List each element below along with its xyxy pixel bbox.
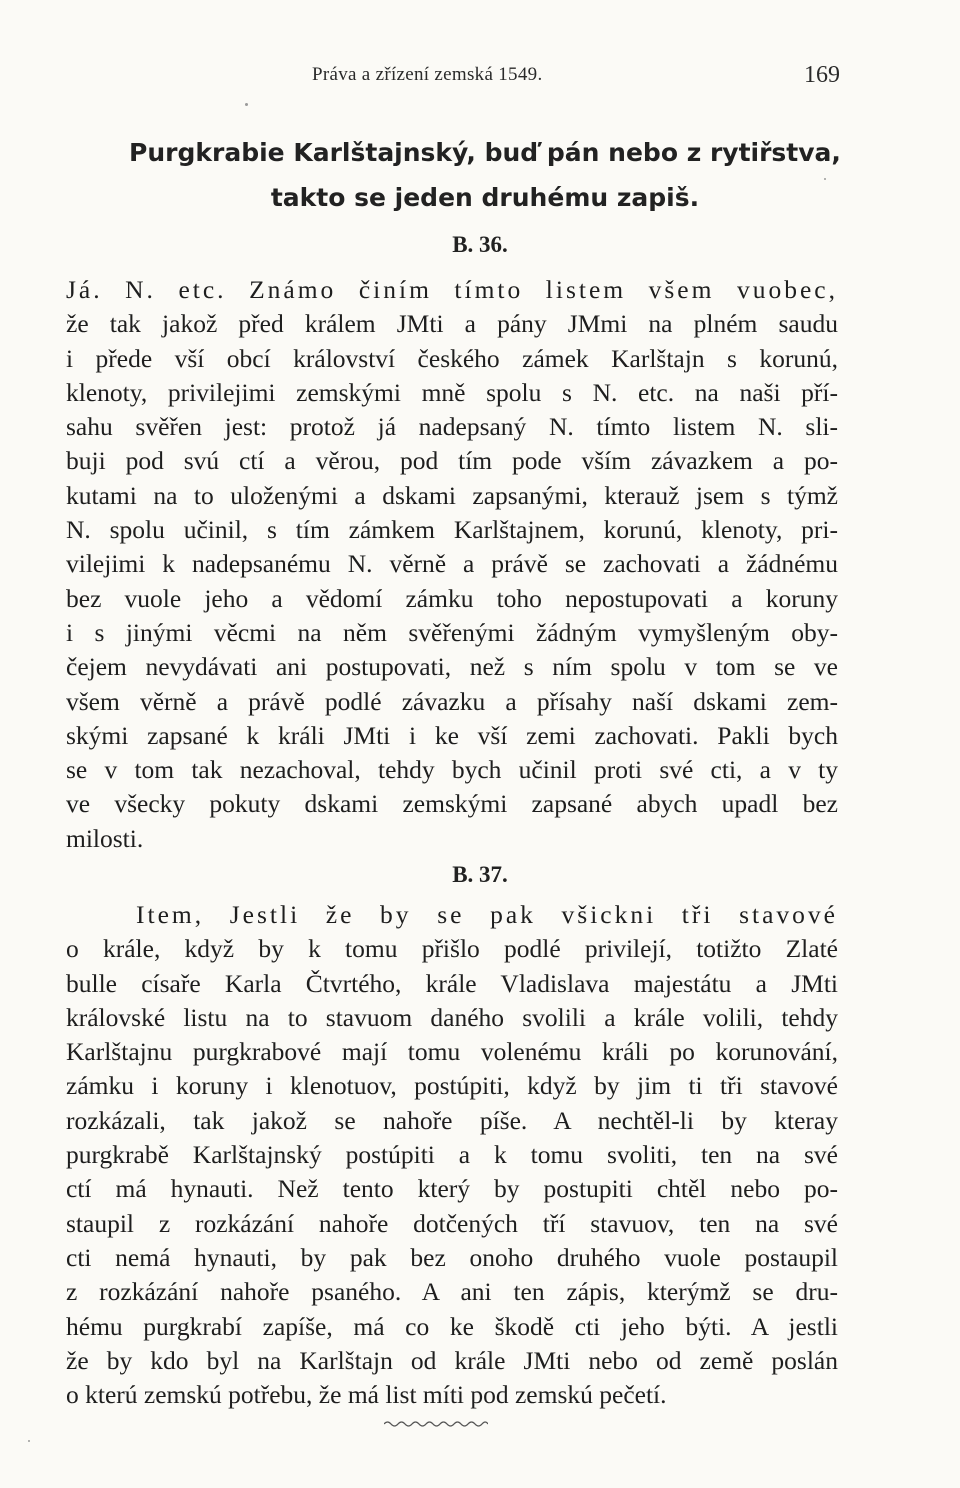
page-number: 169 (804, 62, 840, 88)
text-line: Karlštajnu purgkrabové mají tomu volenému králi po korunování, (66, 1037, 838, 1067)
text-line: klenoty, privilejimi zemskými mně spolu s N. etc. na naši pří- (66, 377, 838, 407)
text-line: rozkázali, tak jakož se nahoře píše. A nechtěl-li by kteray (66, 1105, 838, 1135)
text-line: kutami na to uloženými a dskami zapsanými, kterauž jsem s týmž (66, 480, 838, 510)
text-line: o krále, když by k tomu přišlo podlé privilejí, totižto Zlaté (66, 934, 838, 964)
text-line: Item, Jestli že by se pak všickni tři stavové (136, 900, 838, 929)
text-line: i přede vší obcí království českého zámek Karlštajn s korunú, (66, 343, 838, 373)
print-speck (28, 1440, 30, 1442)
text-line: bez vuole jeho a vědomí zámku toho nepostupovati a koruny (66, 583, 838, 613)
text-line: ve všecky pokuty dskami zemskými zapsané abych upadl bez (66, 789, 838, 819)
text-line: N. spolu učinil, s tím zámkem Karlštajnem, korunú, klenoty, pri- (66, 515, 838, 545)
section-heading-line-2: takto se jeden druhému zapiš. (270, 183, 700, 212)
text-line: cti nemá hynauti, by pak bez onoho druhého vuole postaupil (66, 1242, 838, 1272)
text-line: skými zapsané k králi JMti i ke vší zemi zachovati. Pakli bych (66, 720, 838, 750)
text-line: bulle císaře Karla Čtvrtého, krále Vladislava majestátu a JMti (66, 968, 838, 998)
text-line: o kterú zemskú potřebu, že má list míti pod zemskú pečetí. (66, 1380, 667, 1410)
text-line: buji pod svú ctí a věrou, pod tím pode vším závazkem a po- (66, 446, 838, 476)
running-head: Práva a zřízení zemská 1549. (312, 64, 543, 85)
section-heading-line-1: Purgkrabie Karlštajnský, buď pán nebo z rytiřstva, (129, 138, 841, 167)
text-line: čejem nevydávati ani postupovati, než s ním spolu v tom se ve (66, 652, 838, 682)
text-line: vilejimi k nadepsanému N. věrně a právě se zachovati a žádnému (66, 549, 838, 579)
text-line: že tak jakož před králem JMti a pány JMmi na plném saudu (66, 309, 838, 339)
text-line: hému purgkrabí zapíše, má co ke škodě cti jeho býti. A jestli (66, 1311, 838, 1341)
text-line: milosti. (66, 823, 144, 853)
text-line: všem věrně a právě podlé závazku a přísahy naší dskami zem- (66, 686, 838, 716)
print-speck (245, 103, 248, 106)
text-line: zámku i koruny i klenotuov, postúpiti, když by jim ti tři stavové (66, 1071, 838, 1101)
text-line: královské listu na to stavuom daného svolili a krále volili, tehdy (66, 1002, 838, 1032)
text-line: že by kdo byl na Karlštajn od krále JMti nebo od země poslán (66, 1345, 838, 1375)
text-line: z rozkázání nahoře psaného. A ani ten zápis, kterýmž se dru- (66, 1277, 838, 1307)
paragraph-b36 (66, 273, 838, 856)
text-line: Já. N. etc. Známo činím tímto listem všem vuobec, (66, 275, 838, 304)
text-line: staupil z rozkázání nahoře dotčených tří stavuov, ten na své (66, 1208, 838, 1238)
text-line: purgkrabě Karlštajnský postúpiti a k tomu svoliti, ten na své (66, 1140, 838, 1170)
print-speck (824, 178, 826, 180)
paragraph-b37 (66, 898, 838, 1412)
text-line: i s jinými věcmi na něm svěřenými žádným vymyšleným oby- (66, 617, 838, 647)
text-line: ctí má hynauti. Než tento který by postupiti chtěl nebo po- (66, 1174, 838, 1204)
text-line: sahu svěřen jest: protož já nadepsaný N. tímto listem N. sli- (66, 412, 838, 442)
section-label-b36: B. 36. (452, 232, 508, 257)
text-line: se v tom tak nezachoval, tehdy bych učinil proti své cti, a v ty (66, 755, 838, 785)
end-ornament-icon (384, 1419, 488, 1429)
section-label-b37: B. 37. (452, 862, 508, 887)
